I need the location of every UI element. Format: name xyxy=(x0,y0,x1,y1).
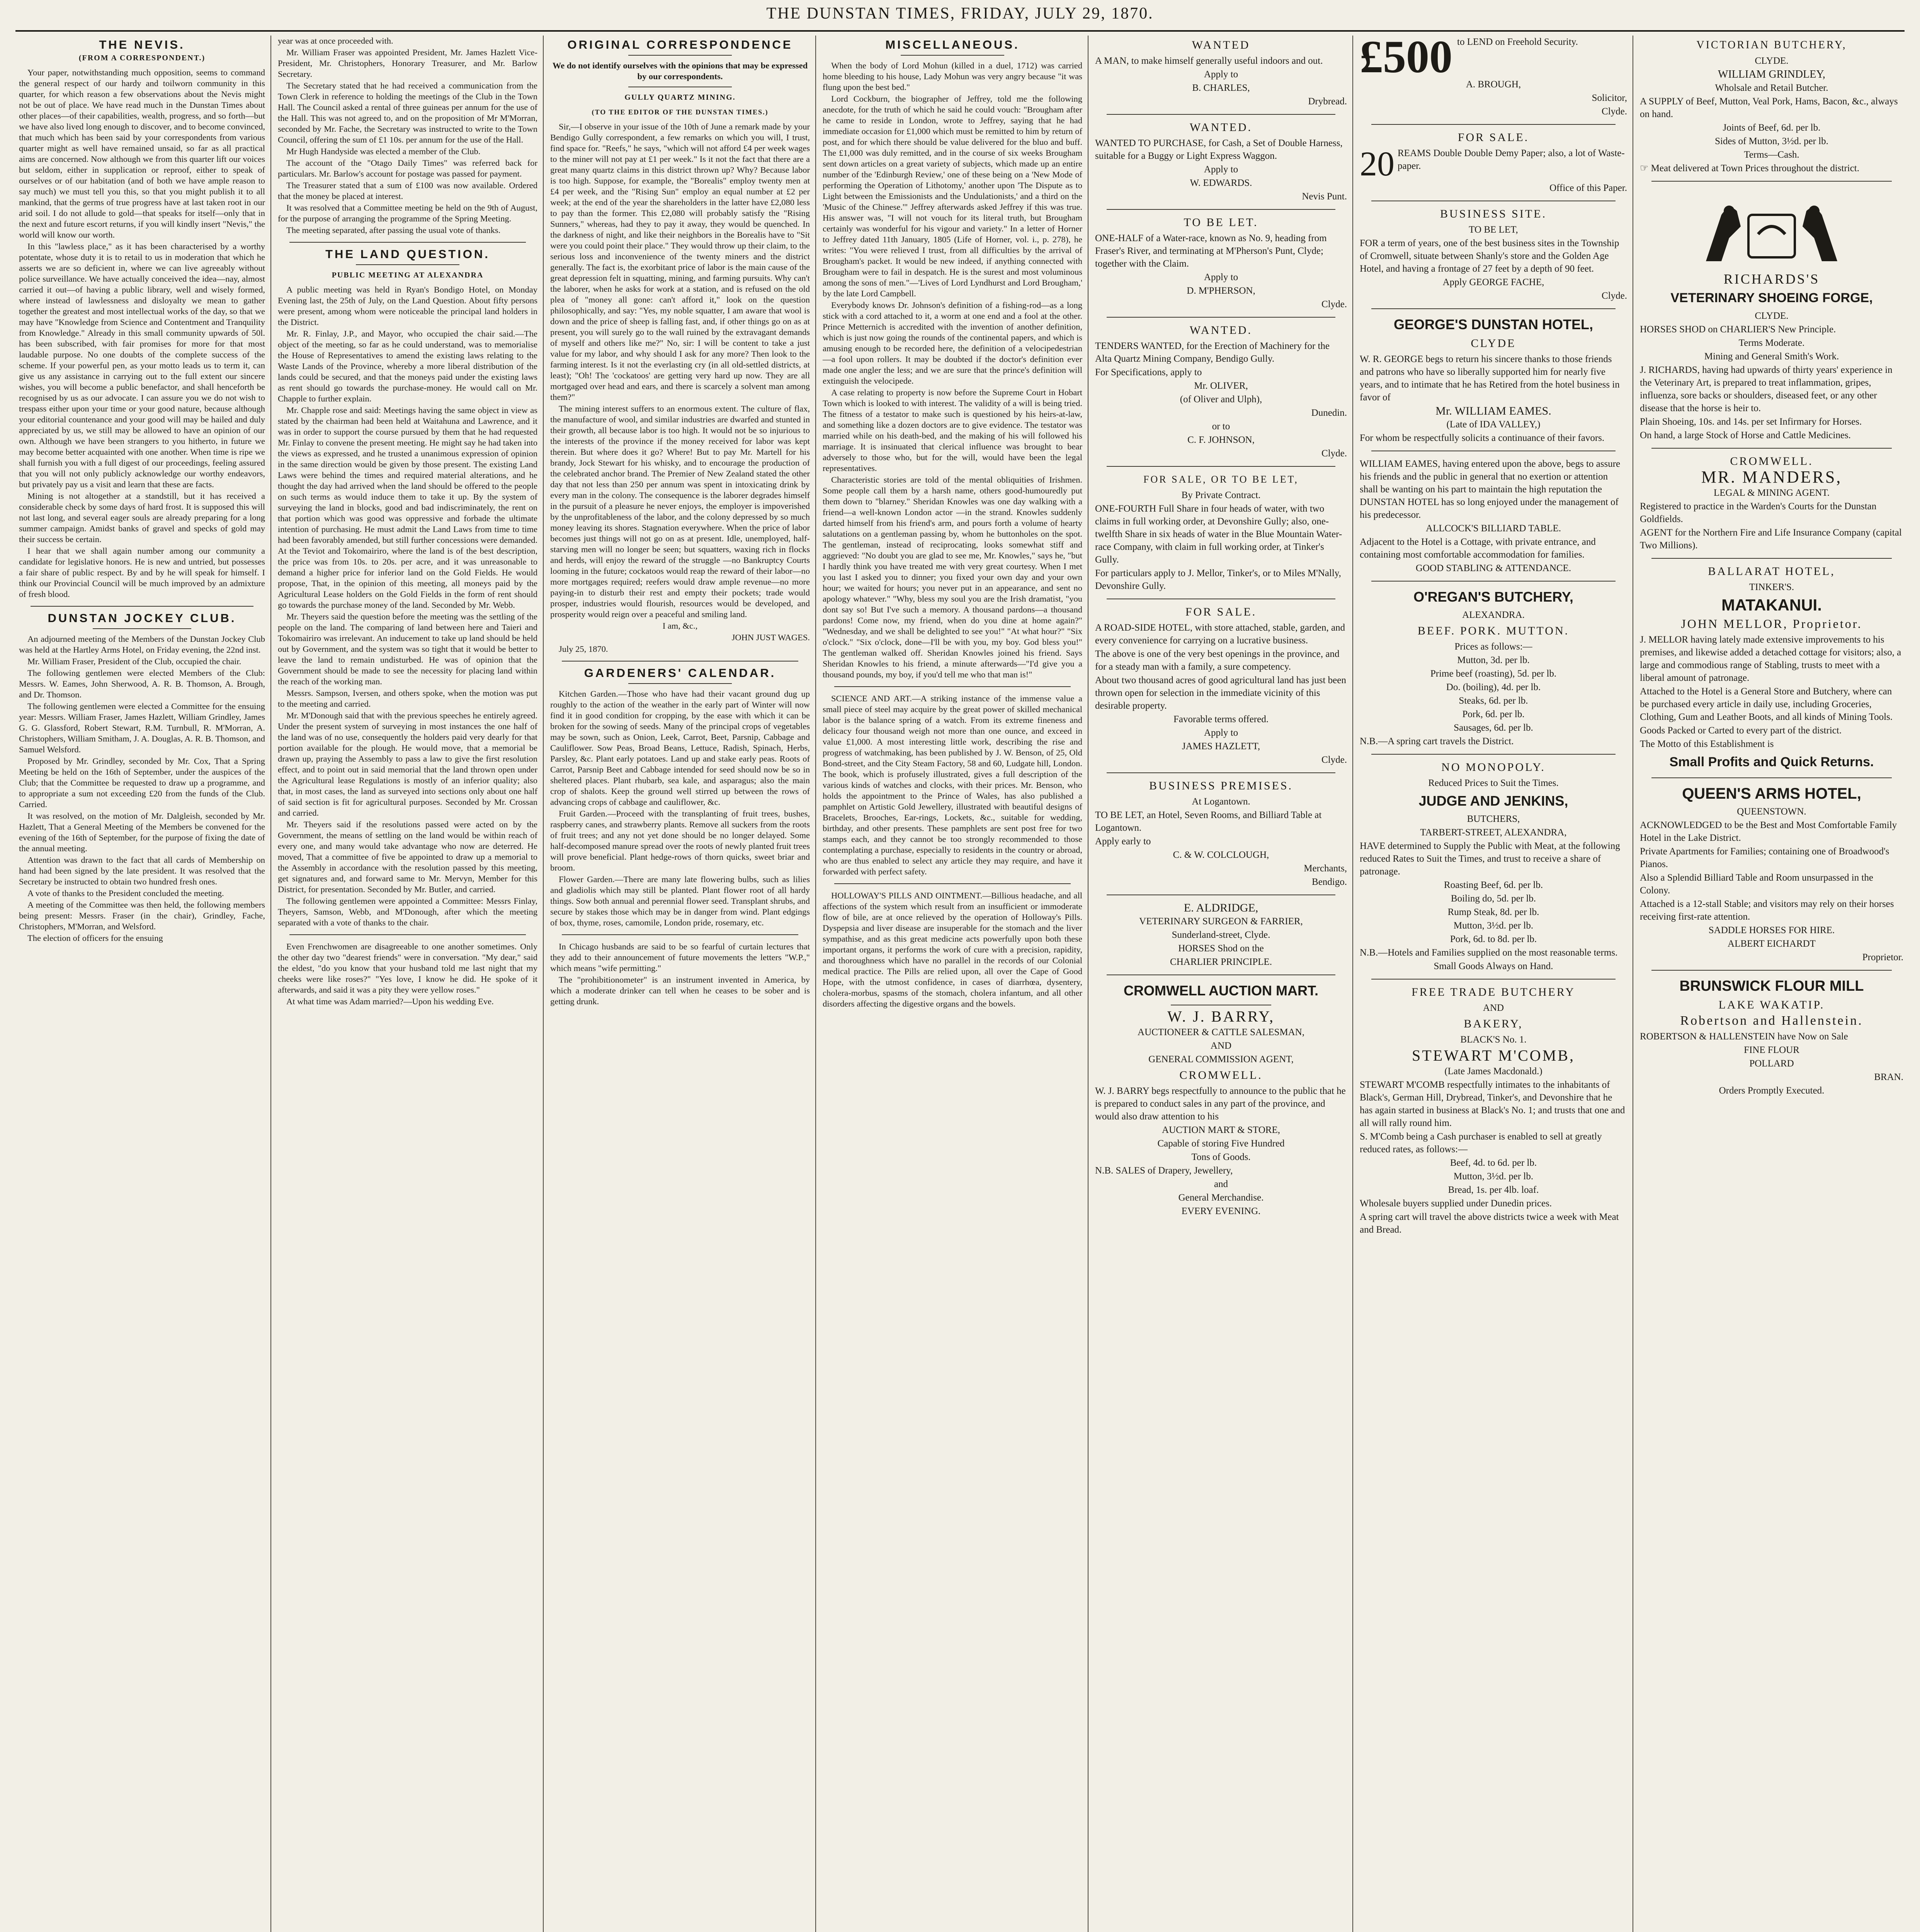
ad-text: ONE-FOURTH Full Share in four heads of water, with two claims in full working order, at Devonshire Gully; also, one-twelfth Share in six heads of water in the Blue Mountain Water-race Company, with claim in full working order, at Tinker's Gully. xyxy=(1095,503,1342,565)
ad-text: HAVE determined to Supply the Public with Meat, at the following reduced Rates to Suit the Times, and trust to receive a share of patronage. xyxy=(1360,841,1620,877)
ad-lend xyxy=(1360,36,1627,82)
disclaimer: We do not identify ourselves with the opinions that may be expressed by our correspondents. xyxy=(552,61,808,81)
letter-title: GULLY QUARTZ MINING. xyxy=(624,93,736,102)
ad-text xyxy=(1640,162,1903,175)
divider xyxy=(1651,777,1892,778)
divider xyxy=(1107,209,1335,210)
article-paragraph: Fruit Garden.—Proceed with the transplanting of fruit trees, bushes, raspberry canes, and strawberry plants. Remove all suckers from the roots of fruit trees; and any not yet done should be no longer delayed. Some half-decomposed manure spread over the roots of newly planted fruit trees will prove beneficial. Plant hedge-rows of thorn quicks, sweet briar and broom. xyxy=(550,809,810,872)
article-paragraph: The meeting separated, after passing the usual vote of thanks. xyxy=(286,225,501,235)
ad-text: AUCTION MART & STORE, xyxy=(1162,1125,1280,1135)
article-paragraph: Characteristic stories are told of the mental obliquities of Irishmen. Some people call them by a harsh name, others good-humouredly put them down to "blarney." Sheridan Knowles was one day walking with a friend—a well-known London actor —in the strand. Knowles suddenly darted himself from his friend's arm, and pours forth a volume of hearty salutations on a gentleman passing by, whom he buttonholes on the spot. The gentleman, instead of reciprocating, looks somewhat stiff and aggrieved: "No doubt you are glad to see me, Mr. Knowles," says he, "but I hardly think you have treated me with very great courtesy. When I met you last I asked you to dinner; you fixed your own day and your own hour; we waited for hours; you never put in an appearance, and sent no apology whatever." "Why, bless my soul you are the Irish dramatist, "you dont say so! But I've such a memory. A thousand pardons—a thousand pardons! Come now, my friend, when do you dine at home again?" "Wednesday, and we shall be delighted to see you!" "At what hour?" "Six o'clock." "Six o'clock, done—I'll be with you, my boy. God bless you!" The gentleman walked off. Sheridan Knowles joined his friend. Says Sheridan Knowles to his friend, a minute afterwards—"I'd give you a thousand pounds, my boy, if you'd tell me who that man is!" xyxy=(823,475,1082,679)
horse-emblem-icon xyxy=(1690,188,1853,269)
divider xyxy=(1651,558,1892,559)
article-subtitle: PUBLIC MEETING AT ALEXANDRA xyxy=(332,271,484,279)
ad-place: Clyde. xyxy=(1602,106,1627,117)
article-paragraph: year was at once proceeded with. xyxy=(278,36,393,46)
ad-text: N.B.—A spring cart travels the District. xyxy=(1360,736,1514,747)
ad-text: WILLIAM EAMES, having entered upon the above, begs to assure his friends and the public in general that no exertion or attention shall be wanting on his part to maintain the high reputation the DUNSTAN HOTEL has so long enjoyed under the management of his predecessor. xyxy=(1360,459,1621,520)
ad-heading: WANTED. xyxy=(1189,324,1253,337)
article-paragraph: I hear that we shall again number among our community a candidate for legislative honors. He is new and untried, but possesses a fair share of public respect. By and by he will speak for himself. I think our Provincial Council will be much improved by an admixture of fresh blood. xyxy=(19,546,265,599)
article-paragraph: The election of officers for the ensuing xyxy=(27,933,163,943)
divider xyxy=(31,606,253,607)
ad-heading: VICTORIAN BUTCHERY, xyxy=(1696,39,1847,51)
article-paragraph: Lord Cockburn, the biographer of Jeffrey, told me the following anecdote, for the truth of which he said he could vouch: "Brougham after he came to reside in London, wrote to Jeffrey, saying that he had immediate occasion for £1,000 which must be remitted to him by return of post, and for which there should be value delivered for the bluo and buff. The £1,000 was duly remitted, and in the course of six weeks Brougham sent down articles on a great variety of subjects, which made up an entire number of the 'Edinburgh Review,' one of these being on a 'New Mode of performing the Operation of Lithotomy,' another upon 'The Dispute as to Light between the Emissionists and the Undulationists,' and a third on the 'Music of the Chinese.'" Jeffrey afterwards asked Jeffrey if this was true. His answer was, "I will not vouch for its literal truth, but Brougham certainly was wonderful for his vigour and variety." In a letter of Horner to Jeffrey dated 11th January, 1805 (Life of Horner, vol. i., p. 278), he writes: "You were relieved I trust, from all difficulties by the arrival of Brougham's packet. It would be new indeed, if anything connected with Brougham were to fail in despatch. He is the surest and most voluminous among the sons of men."—'Lives of Lord Lyndhurst and Lord Brougham,' by the late Lord Campbell. xyxy=(823,94,1082,298)
ad-text: Office of this Paper. xyxy=(1549,183,1627,193)
ad-text: A ROAD-SIDE HOTEL, with store attached, stable, garden, and every convenience for carrying on a lucrative business. xyxy=(1095,622,1345,646)
ad-heading: RICHARDS'S xyxy=(1723,271,1820,287)
price-item: Pork, 6d. per lb. xyxy=(1462,709,1525,719)
column-rule xyxy=(1352,36,1353,1932)
ad-text: Wholsale and Retail Butcher. xyxy=(1715,83,1828,93)
ad-text: A SUPPLY of Beef, Mutton, Veal Pork, Hams, Bacon, &c., always on hand. xyxy=(1640,96,1898,119)
ad-apply: Apply to xyxy=(1204,728,1238,738)
divider xyxy=(1651,181,1892,182)
ad-text: to LEND on Freehold Security. xyxy=(1457,37,1578,47)
ad-apply: Apply to xyxy=(1204,272,1238,282)
ad-place: Drybread. xyxy=(1308,96,1347,107)
ad-text: GENERAL COMMISSION AGENT, xyxy=(1148,1054,1294,1065)
ad-text: GOOD STABLING & ATTENDANCE. xyxy=(1415,563,1571,573)
divider xyxy=(1371,581,1616,582)
ad-text: For particulars apply to J. Mellor, Tinker's, or to Miles M'Nally, Devonshire Gully. xyxy=(1095,568,1341,591)
ad-subheading: BEEF. PORK. MUTTON. xyxy=(1417,624,1570,637)
article-title-nevis: THE NEVIS. xyxy=(99,38,185,51)
article-title-land-question: THE LAND QUESTION. xyxy=(325,247,490,261)
ad-text: HORSES Shod on the xyxy=(1178,943,1264,954)
article-paragraph: Messrs. Sampson, Iversen, and others spoke, when the motion was put to the meeting and carried. xyxy=(278,688,537,709)
section-title-miscellaneous: MISCELLANEOUS. xyxy=(885,38,1020,51)
ad-text: LEGAL & MINING AGENT. xyxy=(1714,488,1830,498)
article-paragraph: Even Frenchwomen are disagreeable to one another sometimes. Only the other day two "dearest friends" were in conversation. "My dear," said the eldest, "do you know that your husband told me last night that my cheeks were like roses?" "Yes love, I know he did. He spoke of it afterwards, and said it was a pity they were yellow roses." xyxy=(278,942,537,995)
ad-text: AND xyxy=(1210,1041,1232,1051)
divider xyxy=(562,661,798,662)
divider xyxy=(1651,970,1892,971)
ad-name: WILLIAM GRINDLEY, xyxy=(1718,68,1825,80)
article-paragraph: Mr. William Fraser, President of the Club, occupied the chair. xyxy=(27,656,241,666)
price-item: Rump Steak, 8d. per lb. xyxy=(1447,907,1539,917)
article-paragraph: A vote of thanks to the President concluded the meeting. xyxy=(27,888,224,898)
column-7-ads xyxy=(1634,36,1909,1932)
ad-name: JAMES HAZLETT, xyxy=(1182,741,1260,752)
ad-apply: Apply early to xyxy=(1095,836,1151,847)
ad-text: Favorable terms offered. xyxy=(1173,714,1269,724)
ad-place: BLACK'S No. 1. xyxy=(1460,1034,1527,1045)
ad-place: ALEXANDRA. xyxy=(1462,610,1525,620)
article-paragraph: At what time was Adam married?—Upon his wedding Eve. xyxy=(286,997,494,1006)
ad-text: VETERINARY SURGEON & FARRIER, xyxy=(1139,916,1303,927)
ad-heading: FOR SALE. xyxy=(1457,131,1529,144)
letter-signoff: I am, &c., xyxy=(662,621,698,631)
ad-place: LAKE WAKATIP. xyxy=(1718,998,1825,1011)
ad-forsale xyxy=(1360,145,1627,183)
article-paragraph: Flower Garden.—There are many late flowering bulbs, such as lilies and gladiolis which may still be planted. Plant flower root of all hardy things. Sow both annual and perennial flower seed. Transplant shrubs, and secure by stakes those which may be in danger from wind. Plant edgings of box, thyme, roses, camomile, London pride, rosemary, etc. xyxy=(550,874,810,927)
price-item: Joints of Beef, 6d. per lb. xyxy=(1723,122,1821,133)
ad-name: W. EDWARDS. xyxy=(1190,178,1252,188)
column-3 xyxy=(545,36,815,1932)
ad-text: CHARLIER PRINCIPLE. xyxy=(1170,957,1272,967)
article-paragraph: The following gentlemen were appointed a Committee: Messrs Finlay, Theyers, Samson, Webb, and M'Donough, after which the meeting separated with a vote of thanks to the chair. xyxy=(278,896,537,927)
divider xyxy=(901,55,1005,56)
ad-heading: O'REGAN'S BUTCHERY, xyxy=(1413,589,1573,605)
masthead-rule xyxy=(15,30,1905,32)
article-paragraph: Mr Hugh Handyside was elected a member of the Club. xyxy=(286,146,481,156)
ad-text: Merchants, xyxy=(1304,863,1347,874)
article-paragraph: A meeting of the Committee was then held, the following members being present: Messrs. Fraser (in the chair), Grindley, Fache, Christophers, M'Morran, and Welsford. xyxy=(19,900,265,931)
price-item: Mutton, 3½d. per lb. xyxy=(1453,920,1534,931)
ad-text: Private Apartments for Families; containing one of Broadwood's Pianos. xyxy=(1640,846,1889,869)
article-paragraph: A case relating to property is now before the Supreme Court in Hobart Town which is looked to with interest. The validity of a will is being tried. The fitness of a testator to make such is questioned by his heirs-at-law, and something like a dozen doctors are to give evidence. The testator was married while on his death-bed, and the making of his will followed his marriage. It is insinuated that clerical influence was brought to bear adversely to those who, but for the will, would have been the legal representatives. xyxy=(823,388,1082,473)
ad-text: or to xyxy=(1212,421,1230,432)
ad-place: Clyde. xyxy=(1321,755,1347,765)
ad-place: TARBERT-STREET, ALEXANDRA, xyxy=(1420,827,1567,838)
ad-text: W. R. GEORGE begs to return his sincere thanks to those friends and patrons who have so liberally supported him for nearly five years, and to intimate that he has Retired from the hotel business in favor of xyxy=(1360,354,1620,403)
ad-place: Sunderland-street, Clyde. xyxy=(1172,930,1270,940)
ad-item: BRAN. xyxy=(1874,1072,1903,1082)
divider xyxy=(834,883,1071,884)
ad-name: D. M'PHERSON, xyxy=(1187,286,1255,296)
divider xyxy=(628,55,732,56)
article-paragraph: Everybody knows Dr. Johnson's definition of a fishing-rod—as a long stick with a cord attached to it, a worm at one end and a fool at the other. Prince Metternich is accredited with the invention of another definition, which is just now going the rounds of the continental papers, and which is amusing enough to be recorded here, the definition of a velocipedestrian—a fool upon rollers. It may be doubted if the doctor's definition ever made one angler the less; and we are sure that the prince's definition will extinguish the velocipede. xyxy=(823,300,1082,386)
divider xyxy=(1371,308,1616,309)
divider xyxy=(1651,448,1892,449)
article-paragraph: The following gentlemen were elected Members of the Club: Messrs. W. Eames, John Sherwood, A. R. B. Thomson, A. Brough, and Dr. Thomson. xyxy=(19,668,265,699)
ad-place: CLYDE xyxy=(1471,337,1516,350)
article-paragraph: Mining is not altogether at a standstill, but it has received a considerable check by some days of hard frost. It is supposed this will not last long, and several eager souls are already preparing for a long summer campaign. Amidst banks of gravel and specks of gold may their success be certain. xyxy=(19,491,265,544)
divider xyxy=(93,628,191,629)
ad-subheading: TO BE LET, xyxy=(1469,224,1518,235)
divider xyxy=(356,264,460,265)
ad-text: Terms—Cash. xyxy=(1744,150,1799,160)
ad-text: Attached is a 12-stall Stable; and visitors may rely on their horses receiving first-rate attention. xyxy=(1640,899,1894,922)
ad-text: On hand, a large Stock of Horse and Cattle Medicines. xyxy=(1640,430,1851,440)
ad-text: The above is one of the very best openings in the province, and for a steady man with a family, a sure competency. xyxy=(1095,649,1340,672)
ad-text: Terms Moderate. xyxy=(1738,338,1805,348)
price-item: Prime beef (roasting), 5d. per lb. xyxy=(1430,668,1557,679)
divider xyxy=(1371,124,1616,125)
ad-apply: Apply to xyxy=(1204,69,1238,80)
ad-text: STEWART M'COMB respectfully intimates to the inhabitants of Black's, German Hill, Drybread, Tinker's, and Devonshire that he has again started in business at Black's No. 1; and trusts that one and all will rally round him. xyxy=(1360,1080,1625,1128)
ad-heading: BAKERY, xyxy=(1464,1017,1523,1030)
ad-text: Capable of storing Five Hundred xyxy=(1157,1138,1285,1149)
price-item: Steaks, 6d. per lb. xyxy=(1459,696,1528,706)
masthead: THE DUNSTAN TIMES, FRIDAY, JULY 29, 1870. xyxy=(766,5,1154,22)
article-paragraph: A public meeting was held in Ryan's Bondigo Hotel, on Monday Evening last, the 25th of July, on the Land Question. About fifty persons were present, among whom were noticeable the principal land holders in the District. xyxy=(278,285,537,327)
pointing-hand-icon: ☞ xyxy=(1640,163,1651,173)
ad-item: FINE FLOUR xyxy=(1744,1045,1799,1055)
ad-text: ACKNOWLEDGED to be the Best and Most Comfortable Family Hotel in the Lake District. xyxy=(1640,820,1897,843)
ad-place: CROMWELL. xyxy=(1179,1069,1263,1082)
divider xyxy=(834,686,1071,687)
article-paragraph: The Secretary stated that he had received a communication from the Town Clerk in reference to holding the meetings of the Club in the Town Hall. The Council asked a rental of three guineas per annum for the use of the Hall. This was not agreed to, and on the proposition of Mr M'Morran, seconded by Mr. Fache, the Secretary was instructed to write to the Town Council, offering the sum of £1 10s. per annum for the use of the Hall. xyxy=(278,81,537,145)
column-rule xyxy=(543,36,544,1932)
ad-text: Solicitor, xyxy=(1592,93,1627,103)
ad-name: Mr. OLIVER, xyxy=(1194,381,1248,391)
ad-place: Dunedin. xyxy=(1311,408,1347,418)
ad-text: For whom be respectfully solicits a continuance of their favors. xyxy=(1360,433,1605,443)
ad-text: BUTCHERS, xyxy=(1467,814,1520,824)
article-paragraph: When the body of Lord Mohun (killed in a duel, 1712) was carried home bleeding to his house, Lady Mohun was very angry because "it was flung upon the best bed." xyxy=(823,61,1082,92)
ad-heading: BUSINESS SITE. xyxy=(1440,207,1547,220)
column-1 xyxy=(14,36,270,1932)
divider xyxy=(1107,466,1335,467)
article-paragraph: The "prohibitionometer" is an instrument invented in America, by which a moderate drinker can tell when he ceases to be sober and is getting drunk. xyxy=(550,975,810,1006)
ad-name: JOHN MELLOR, Proprietor. xyxy=(1681,617,1862,631)
ad-text: Attached to the Hotel is a General Store and Butchery, where can be purchased every article in daily use, including Groceries, Clothing, Gum and Leather Boots, and all kinds of Mining Tools. xyxy=(1640,686,1893,722)
ad-name: B. CHARLES, xyxy=(1192,83,1250,93)
ad-place: Bendigo. xyxy=(1312,877,1347,887)
ad-text: (Late of IDA VALLEY,) xyxy=(1446,419,1541,430)
ad-item: POLLARD xyxy=(1749,1058,1794,1069)
ad-text: Mining and General Smith's Work. xyxy=(1704,351,1839,362)
ad-text: Meat delivered at Town Prices throughout the district. xyxy=(1651,163,1860,173)
price-item: Sides of Mutton, 3½d. per lb. xyxy=(1715,136,1828,146)
ad-place: Clyde. xyxy=(1321,448,1347,459)
ad-motto: Small Profits and Quick Returns. xyxy=(1669,755,1874,769)
ad-name: C. & W. COLCLOUGH, xyxy=(1173,850,1269,860)
ad-name: A. BROUGH, xyxy=(1466,79,1521,90)
article-paragraph: Mr. M'Donough said that with the previous speeches he entirely agreed. Under the present system of surveying in most instances the one half of the land was of no use, consequently the holders paid very dearly for that portion available for the plough. He would move, that a memorial be drawn up, praying the Assembly to pass a law to give the first resolution effect, and to point out in said memorial that the land thrown open under the Agricultural lease Regulations is mostly of an inferior quality; also that, in most cases, the land as surveyed into sections only about one half of said section is fit for agricultural purposes. Seconded by Mr. Crossan and carried. xyxy=(278,711,537,818)
article-paragraph: Proposed by Mr. Grindley, seconded by Mr. Cox, That a Spring Meeting be held on the 16th of September, under the auspices of the Club; that the Committee be requested to draw up a programme, and to appropriate a sum not exceeding £20 from the funds of the Club. Carried. xyxy=(19,756,265,809)
ad-text: FOR a term of years, one of the best business sites in the Township of Cromwell, situate between Shanly's store and the Golden Age Hotel, and having a frontage of 27 feet by a depth of 90 feet. xyxy=(1360,238,1619,274)
ad-apply: Apply GEORGE FACHE, xyxy=(1442,277,1544,287)
ad-text: S. M'Comb being a Cash purchaser is enabled to sell at greatly reduced rates, as follows:— xyxy=(1360,1131,1602,1155)
letter-address: (TO THE EDITOR OF THE DUNSTAN TIMES.) xyxy=(592,108,769,116)
ad-heading: TO BE LET. xyxy=(1184,216,1258,229)
ad-heading: VETERINARY SHOEING FORGE, xyxy=(1670,291,1873,305)
divider xyxy=(289,242,526,243)
divider xyxy=(1107,317,1335,318)
ad-text: Orders Promptly Executed. xyxy=(1719,1085,1825,1096)
article-paragraph: Mr. Theyers said if the resolutions passed were acted on by the Government, the means of settling on the land would be within reach of every one, and many would take advantage who now are deterred. He moved, That a committee of five be appointed to draw up a memorial to the Assembly in accordance with the resolution passed by this meeting, get signatures and, and forward same to Mr. Mervyn, Member for this District, for presentation. Seconded by Mr. Butler, and carried. xyxy=(278,820,537,894)
ad-amount: £500 xyxy=(1360,36,1452,82)
ad-text: Registered to practice in the Warden's Courts for the Dunstan Goldfields. xyxy=(1640,501,1877,524)
ad-text: Adjacent to the Hotel is a Cottage, with private entrance, and containing most comfortable accommodation for families. xyxy=(1360,537,1596,560)
ad-text: TO BE LET, an Hotel, Seven Rooms, and Billiard Table at Logantown. xyxy=(1095,810,1322,833)
ad-heading: FOR SALE, OR TO BE LET, xyxy=(1143,474,1299,485)
ad-text: N.B. SALES of Drapery, Jewellery, xyxy=(1095,1165,1233,1176)
article-title-gardeners-calendar: GARDENERS' CALENDAR. xyxy=(584,666,776,680)
article-title-jockey-club: DUNSTAN JOCKEY CLUB. xyxy=(48,611,236,625)
ad-text: General Merchandise. xyxy=(1178,1192,1264,1203)
divider xyxy=(289,934,526,935)
ad-text: AUCTIONEER & CATTLE SALESMAN, xyxy=(1138,1027,1304,1037)
ad-text: (Late James Macdonald.) xyxy=(1444,1066,1542,1077)
article-paragraph: The following gentlemen were elected a Committee for the ensuing year: Messrs. William Fraser, James Hazlett, William Grindley, James G. G. Glassford, Robert Stewart, R.M. Turnbull, R. M'Morran, A. Christophers, William Smitham, J. A. Douglas, A. R. B. Thomson, and Samuel Welsford. xyxy=(19,701,265,754)
ad-text: The Motto of this Establishment is xyxy=(1640,739,1774,749)
article-paragraph: The Treasurer stated that a sum of £100 was now available. Ordered that the money be placed at interest. xyxy=(278,180,537,201)
price-item: Do. (boiling), 4d. per lb. xyxy=(1446,682,1541,692)
article-paragraph: SCIENCE AND ART.—A striking instance of the immense value a small piece of steel may acquire by the great power of skilled mechanical labor is the balance spring of a watch. From its extreme fineness and delicacy four thousand weigh not more than one ounce, and exceed in value £1,000. A most interesting little work, describing the rise and progress of watchmaking, has been published by J. W. Benson, of 25, Old Bond-street, and the City Steam Factory, 58 and 60, Ludgate hill, London. The book, which is profusely illustrated, gives a full description of the various kinds of watches and clocks, with their prices. Mr. Benson, who holds the appointment to the Prince of Wales, has also published a pamphlet on Artistic Gold Jewellery, illustrated with beautiful designs of Bracelets, Brooches, Ear-rings, Lockets, &c., suitable for wedding, birthday, and other presents. These pamphlets are sent post free for two stamps each, and they cannot be too strongly recommended to those contemplating a purchase, especially to residents in the country or abroad, who are thus enabled to select any article they may require, and have it forwarded with perfect safety. xyxy=(823,694,1082,876)
ad-text: Small Goods Always on Hand. xyxy=(1434,961,1553,971)
ad-apply: Apply to xyxy=(1204,164,1238,175)
article-paragraph: It was resolved, on the motion of Mr. Dalgleish, seconded by Mr. Hazlett, That a General Meeting of the Members be convened for the evening of the 16th of September, for the purpose of fixing the date of the annual meeting. xyxy=(19,811,265,853)
ad-heading: GEORGE'S DUNSTAN HOTEL, xyxy=(1394,316,1593,332)
ad-name: C. F. JOHNSON, xyxy=(1187,435,1255,445)
ad-text: ONE-HALF of a Water-race, known as No. 9, heading from Fraser's River, and terminating at M'Pherson's Punt, Clyde; together with the Claim. xyxy=(1095,233,1327,269)
price-item: Mutton, 3½d. per lb. xyxy=(1453,1171,1534,1182)
letter-paragraph: The mining interest suffers to an enormous extent. The culture of flax, the manufacture of wool, and similar industries are dwarfed and stunted in their growth, all because labor is too high. It would not be so injurious to the interests of the province if the money received for labor was kept therein. But where does it go? Where! But to pay Mr. Martell for his brandy, Jock Stewart for his whisky, and to encourage the production of the celebrated anchor brand. The Premier of New Zealand stated the other day that not less than 250 per annum was spent in intoxicating drink by every man in the colony. The consequence is the laborer degrades himself in the pursuit of a pleasure he never enjoys, the employer is impoverished by the unprofitableness of the labor, and the colony depressed by so much money leaving its shores. Stagnation everywhere. When the price of labor becomes just things will not go on as at present. Idle, unemployed, half-starving men will no longer be seen; but squatters, waxing rich in flocks and herds, will enjoy the reward of the struggle —no Bankruptcy Courts looming in the future; cockatoos would reap the reward of their labor—no more mortgages required; reefers would draw ample revenue—no more paying-in to disturb their rest and empty their pockets; trade would prosper, industries would flourish, resources would be developed, and prosperity would reign over a peaceful and smiling land. xyxy=(550,404,810,619)
ad-name: Robertson and Hallenstein. xyxy=(1680,1014,1863,1028)
article-paragraph: Mr. William Fraser was appointed President, Mr. James Hazlett Vice-President, Mr. Christophers, Honorary Treasurer, and Mr. Barlow Secretary. xyxy=(278,48,537,79)
ad-text: J. RICHARDS, having had upwards of thirty years' experience in the Veterinary Art, is prepared to treat inflammation, gripes, influenza, sore backs or shoulders, diseased feet, or any other disease that the horse is heir to. xyxy=(1640,365,1893,413)
column-rule xyxy=(270,36,271,1932)
ad-name: MR. MANDERS, xyxy=(1701,468,1842,486)
article-paragraph: In this "lawless place," as it has been characterised by a worthy potentate, whose duty it is to retail to us in moderation that which he asserts we are so deficient in, where we can live agreeably without police surveillance. We have actually conceived the idea—nay, almost carried it out—of having a public library, well and wisely formed, where instead of lawlessness and disloyalty we mean to gather together the greatest and most intellectual works of the day, so that we may have "Knowledge from Science and Contentment and Tranquility from Knowledge." Already in this small community upwards of 50l. has been subscribed, with fair promises for more for that most laudable purpose. No one doubts of the complete success of the scheme. If your powerful pen, as your motto leads us to term it, can give us any assistance in carrying out to the full extent our sincere wishes, you will become a public benefactor, and shall henceforth be recognised by us as our advocate. I can assure you we do not wish to trespass either upon your time or your good nature, because although your editorial countenance and your good will may be hailed and duly appreciated by us, we still may be allowed to have an opinion of our own. Although we have been strangers to you hitherto, in future we may become better acquainted with one another. When time is ripe we shall furnish you with a full digest of our proceedings, feeling assured that you will not only publicly acknowledge our worthy endeavors, but privately pay us a visit and learn that these are facts. xyxy=(19,242,265,489)
ad-text: For Specifications, apply to xyxy=(1095,367,1202,378)
ad-text: About two thousand acres of good agricultural land has just been thrown open for selection in the immediate vicinity of this desirable property. xyxy=(1095,675,1346,711)
ad-heading: FREE TRADE BUTCHERY xyxy=(1412,986,1575,998)
section-title-correspondence: ORIGINAL CORRESPONDENCE xyxy=(567,38,793,51)
column-5-ads xyxy=(1090,36,1352,1932)
article-paragraph: Mr. Chapple rose and said: Meetings having the same object in view as stated by the chairman had been held at Waitahuna and Lawrence, and it was in order to support the course pursued by them that he had requested Mr. Finlay to convene the present meeting. He might say he had taken into the views as expressed, and he trusted a unanimous expression of opinion in the same direction would be given by those present. The existing Land Laws were behind the times and required material alterations, and he thought the day had arrived when the land should be offered to the people on such terms as would induce them to take it up. By the system of surveying the land in blocks, good and bad indiscriminately, the rent on that portion which was good was oppressive and forbade the ultimate intention of purchasing. He must admit the Land Laws from time to time had been favorably amended, but still further concessions were demanded. At the Teviot and Tokomairiro, where the land is of the best description, the price was from 10s. to 20s. per acre, and it was unreasonable to demand a higher price for inferior land on the Gold Fields. He would propose, That, in the opinion of this meeting, all moneys paid by the Agricultural Lease holders on the Gold Fields in the form of rent should go towards the purchase money of the land. Seconded by Mr. Webb. xyxy=(278,405,537,610)
ad-name: Mr. WILLIAM EAMES. xyxy=(1435,405,1551,417)
ad-heading: BALLARAT HOTEL, xyxy=(1708,565,1835,578)
ad-text: REAMS Double Double Demy Paper; also, a lot of Waste-paper. xyxy=(1398,148,1625,171)
column-4 xyxy=(817,36,1088,1932)
ad-place: TINKER'S. xyxy=(1749,582,1794,592)
ad-text: EVERY EVENING. xyxy=(1181,1206,1261,1216)
divider xyxy=(1107,114,1335,115)
article-paragraph: It was resolved that a Committee meeting be held on the 9th of August, for the purpose of arranging the programme of the Spring Meeting. xyxy=(278,203,537,223)
article-paragraph: Kitchen Garden.—Those who have had their vacant ground dug up roughly to the action of the weather in the early part of Winter will now find it in good condition for cropping, by the ease with which it can be broken for the sowing of seeds. Many of the principal crops of vegetables may be sown, such as Onion, Leek, Carrot, Beet, Parsnip, Cabbage and Cauliflower. Sow Peas, Broad Beans, Lettuce, Radish, Spinach, Herbs, Parsley, &c. Plant early potatoes. Land up and stake early peas. Roots of Carrot, Parsnip Beet and Cabbage intended for seed should now be so in sheltered places. Plant rhubarb, sea kale, and asparagus; also the main crop of shalots. Keep the ground well stirred up between the rows of advancing crops of cabbage and cauliflower, &c. xyxy=(550,689,810,807)
price-item: Bread, 1s. per 4lb. loaf. xyxy=(1448,1185,1539,1195)
ad-text: W. J. BARRY begs respectfully to announce to the public that he is prepared to conduct sales in any part of the province, and would also draw attention to his xyxy=(1095,1086,1346,1122)
ad-heading: CROMWELL. xyxy=(1730,455,1813,468)
article-paragraph: Mr. R. Finlay, J.P., and Mayor, who occupied the chair said.—The object of the meeting, so far as he could understand, was to memorialise the House of Representatives to amend the existing laws relating to the Waste Lands of the Province, whereby a more liberal distribution of the lands could be secured, and that the moneys paid under the existing laws as rent should go towards the purchase-money. He would call on Mr. Chapple to further explain. xyxy=(278,329,537,403)
ad-text: Wholesale buyers supplied under Dunedin prices. xyxy=(1360,1198,1552,1209)
ad-heading: BRUNSWICK FLOUR MILL xyxy=(1679,978,1864,994)
ad-text: ROBERTSON & HALLENSTEIN have Now on Sale xyxy=(1640,1031,1848,1042)
ad-subheading: By Private Contract. xyxy=(1181,490,1261,500)
article-paragraph: Attention was drawn to the fact that all cards of Membership on hand had been signed by the late president. It was resolved that the Secretary be instructed to obtain two hundred fresh ones. xyxy=(19,855,265,886)
ad-text: A spring cart will travel the above districts twice a week with Meat and Bread. xyxy=(1360,1212,1619,1235)
article-paragraph: Your paper, notwithstanding much opposition, seems to command the general respect of our hardy and toilworn community in this quarter, for which reason a few observations about the Nevis might not be out of place. We have read much in the Dunstan Times about other places—of their capabilities, wealth, progress, and so forth—but we have also lived long enough to discover, and to become convinced, that much which has been said by your correspondents from various quarter might as well have remained unsaid, so far as all practical aims are concerned. Now although we from this quarter lift our voices but seldom, either in supplication or reproof, either to speak of ourselves or of our habitation (and of both we have ample reason to say much) we must tell you this, so that you might publish it to all mankind, that the germs of true progress have at last taken root in our arid soil. I do not allude to gold—that speaks for itself—only that in the next and future escort returns, if you will kindly insert "Nevis," the world will know our worth. xyxy=(19,68,265,240)
ad-text: TENDERS WANTED, for the Erection of Machinery for the Alta Quartz Mining Company, Bendigo Gully. xyxy=(1095,341,1330,364)
article-paragraph: HOLLOWAY'S PILLS AND OINTMENT.—Billious headache, and all affections of the system which result from an insufficient or immoderate flow of bile, are at once relieved by the operation of Holloway's Pills. Dyspepsia and liver disease are insuperable for the stomach and the liver sympathise, and as this great medicine acts powerfully upon both these important organs, it performs the work of cure with a precision, rapidity, and thoroughness which have no parallel in the records of our Colonial medical practice. The Pills are relied upon, all over the Cape of Good Hope, with the utmost confidence, in cases of diarrhœa, dysentery, cholera-morbus, spasms of the stomach, cholera infantum, and all other disorders affecting the digestive organs and the bowels. xyxy=(823,891,1082,1009)
column-rule xyxy=(815,36,816,1932)
ad-heading: NO MONOPOLY. xyxy=(1441,761,1546,774)
ad-text: A MAN, to make himself generally useful indoors and out. xyxy=(1095,56,1323,66)
ad-subheading: At Logantown. xyxy=(1192,796,1250,807)
divider xyxy=(1371,979,1616,980)
ad-place: QUEENSTOWN. xyxy=(1737,806,1806,817)
ad-text: J. MELLOR having lately made extensive improvements to his premises, and likewise added a detached cottage for visitors; also, a large and commodious range of Stabling, trusts to meet with a liberal amount of patronage. xyxy=(1640,634,1901,683)
divider xyxy=(628,683,732,684)
ad-text: Also a Splendid Billiard Table and Room unsurpassed in the Colony. xyxy=(1640,872,1873,896)
ad-heading: BUSINESS PREMISES. xyxy=(1149,779,1293,792)
price-item: Roasting Beef, 6d. per lb. xyxy=(1444,880,1543,890)
letter-paragraph: Sir,—I observe in your issue of the 10th of June a remark made by your Bendigo Gully correspondent, a few remarks on which you will, I trust, find space for. "Reefs," he says, "which will not afford £4 per week wages to the miner will not pay at £1 per week." Is it not the fact that there are a great many quartz claims in this district thrown up? Why? Because labor is too high. Suppose, for example, the "Borealis" employ twenty men at £4 per week, and the "Rising Sun" employ an equal number at £2 per week; at the end of the year the shareholders in the latter have £2,080 less to pay than the former. This £2,080 will probably satisfy the "Rising Sunners," whereas, had they to pay it away, they would be quenched. In the darkness of night, and like their neighbors in the Borealis have to "Sit were you could point their place." They would throw up their claim, to the serious loss and inconvenience of the twenty miners and the district generally. The fact is, the exorbitant price of labor is the main cause of the great depression felt in squatting, mining, and farming pursuits. Why can't the laborer, when he asks for work at a station, and is refused on the old plea of "money all gone: can't afford it," look on the question philosophically, and say: "Yes, my noble squatter, I am aware that wool is down and the price of sheep is falling fast, and, if other things go on as at present, you will surely go to the wall ruined by the extravagant demands of myself and others like me?" No, sir: I will be content to take a just value for my labor, and why should I ask for any more? Then look to the farming interest. Is it not the everlasting cry (in all old-settled districts, at least); "Oh! The 'cockatoos' are getting very hard up now. They are all mortgaged over head and ears, and there is scarcely a solvent man among them?" xyxy=(550,122,810,402)
ad-text: Proprietor. xyxy=(1862,952,1903,963)
ad-text: AND xyxy=(1483,1003,1504,1013)
ad-text: WANTED TO PURCHASE, for Cash, a Set of Double Harness, suitable for a Buggy or Light Express Waggon. xyxy=(1095,138,1343,161)
ad-place: Clyde. xyxy=(1321,299,1347,310)
ad-place: CLYDE. xyxy=(1755,56,1789,66)
price-item: Boiling do, 5d. per lb. xyxy=(1451,893,1536,904)
ad-place: Nevis Punt. xyxy=(1302,191,1347,202)
ad-heading: WANTED xyxy=(1192,39,1250,51)
ad-text: ALLCOCK'S BILLIARD TABLE. xyxy=(1426,523,1561,534)
ad-text: SADDLE HORSES FOR HIRE. xyxy=(1708,925,1835,935)
ad-name: W. J. BARRY, xyxy=(1167,1008,1275,1025)
letter-signature: JOHN JUST WAGES. xyxy=(731,633,810,642)
ad-place: CLYDE. xyxy=(1755,311,1789,321)
article-paragraph: The account of the "Otago Daily Times" was referred back for particulars. Mr. Barlow's account for postage was passed for payment. xyxy=(278,158,537,179)
ad-text: HORSES SHOD on CHARLIER'S New Principle. xyxy=(1640,324,1836,335)
ad-text: and xyxy=(1214,1179,1228,1189)
divider xyxy=(1371,754,1616,755)
ad-heading: WANTED. xyxy=(1189,121,1253,134)
price-item: Mutton, 3d. per lb. xyxy=(1457,655,1530,665)
ad-text: Tons of Goods. xyxy=(1191,1152,1251,1162)
ad-text: Prices as follows:— xyxy=(1454,641,1532,652)
divider xyxy=(562,934,798,935)
ad-place: Clyde. xyxy=(1602,291,1627,301)
article-paragraph: In Chicago husbands are said to be so fearful of curtain lectures that they add to their announcement of future movements the letters "W.P.," which means "wife permitting." xyxy=(550,942,810,973)
ad-text: Plain Shoeing, 10s. and 14s. per set Infirmary for Horses. xyxy=(1640,417,1862,427)
ad-text: (of Oliver and Ulph), xyxy=(1180,394,1262,405)
price-item: Sausages, 6d. per lb. xyxy=(1454,723,1533,733)
ad-text: AGENT for the Northern Fire and Life Insurance Company (capital Two Millions). xyxy=(1640,527,1902,551)
article-byline: (FROM A CORRESPONDENT.) xyxy=(78,54,206,62)
letter-date: July 25, 1870. xyxy=(559,644,608,654)
price-item: Beef, 4d. to 6d. per lb. xyxy=(1450,1158,1537,1168)
ad-text: Goods Packed or Carted to every part of the district. xyxy=(1640,725,1842,736)
ad-heading: CROMWELL AUCTION MART. xyxy=(1124,983,1318,998)
ad-heading: QUEEN'S ARMS HOTEL, xyxy=(1682,785,1861,802)
article-paragraph: Mr. Theyers said the question before the meeting was the settling of the people on the land. The comparing of land between here and Taieri and Tokomairiro was irrelevant. An inducement to take up land should be held out by Government, and the system was so tight that it would be better to leave the land to remain undisturbed. He was of opinion that the Government should be made to see the necessity for placing land within the reach of the working man. xyxy=(278,612,537,686)
ad-text: Reduced Prices to Suit the Times. xyxy=(1428,778,1559,788)
ad-name: E. ALDRIDGE, xyxy=(1184,901,1258,914)
ad-heading: FOR SALE. xyxy=(1185,605,1257,618)
ad-heading: JUDGE AND JENKINS, xyxy=(1418,793,1568,809)
ad-name: ALBERT EICHARDT xyxy=(1728,939,1816,949)
article-paragraph: An adjourned meeting of the Members of the Dunstan Jockey Club was held at the Hartley Arms Hotel, on Friday evening, the 22nd inst. xyxy=(19,634,265,655)
column-6-ads xyxy=(1354,36,1633,1932)
ad-text: N.B.—Hotels and Families supplied on the most reasonable terms. xyxy=(1360,947,1618,958)
price-item: Pork, 6d. to 8d. per lb. xyxy=(1450,934,1537,944)
ad-heading: MATAKANUI. xyxy=(1721,596,1822,614)
ad-amount: 20 xyxy=(1360,145,1395,183)
divider xyxy=(1107,772,1335,773)
column-2 xyxy=(272,36,543,1932)
ad-name: STEWART M'COMB, xyxy=(1412,1047,1575,1064)
